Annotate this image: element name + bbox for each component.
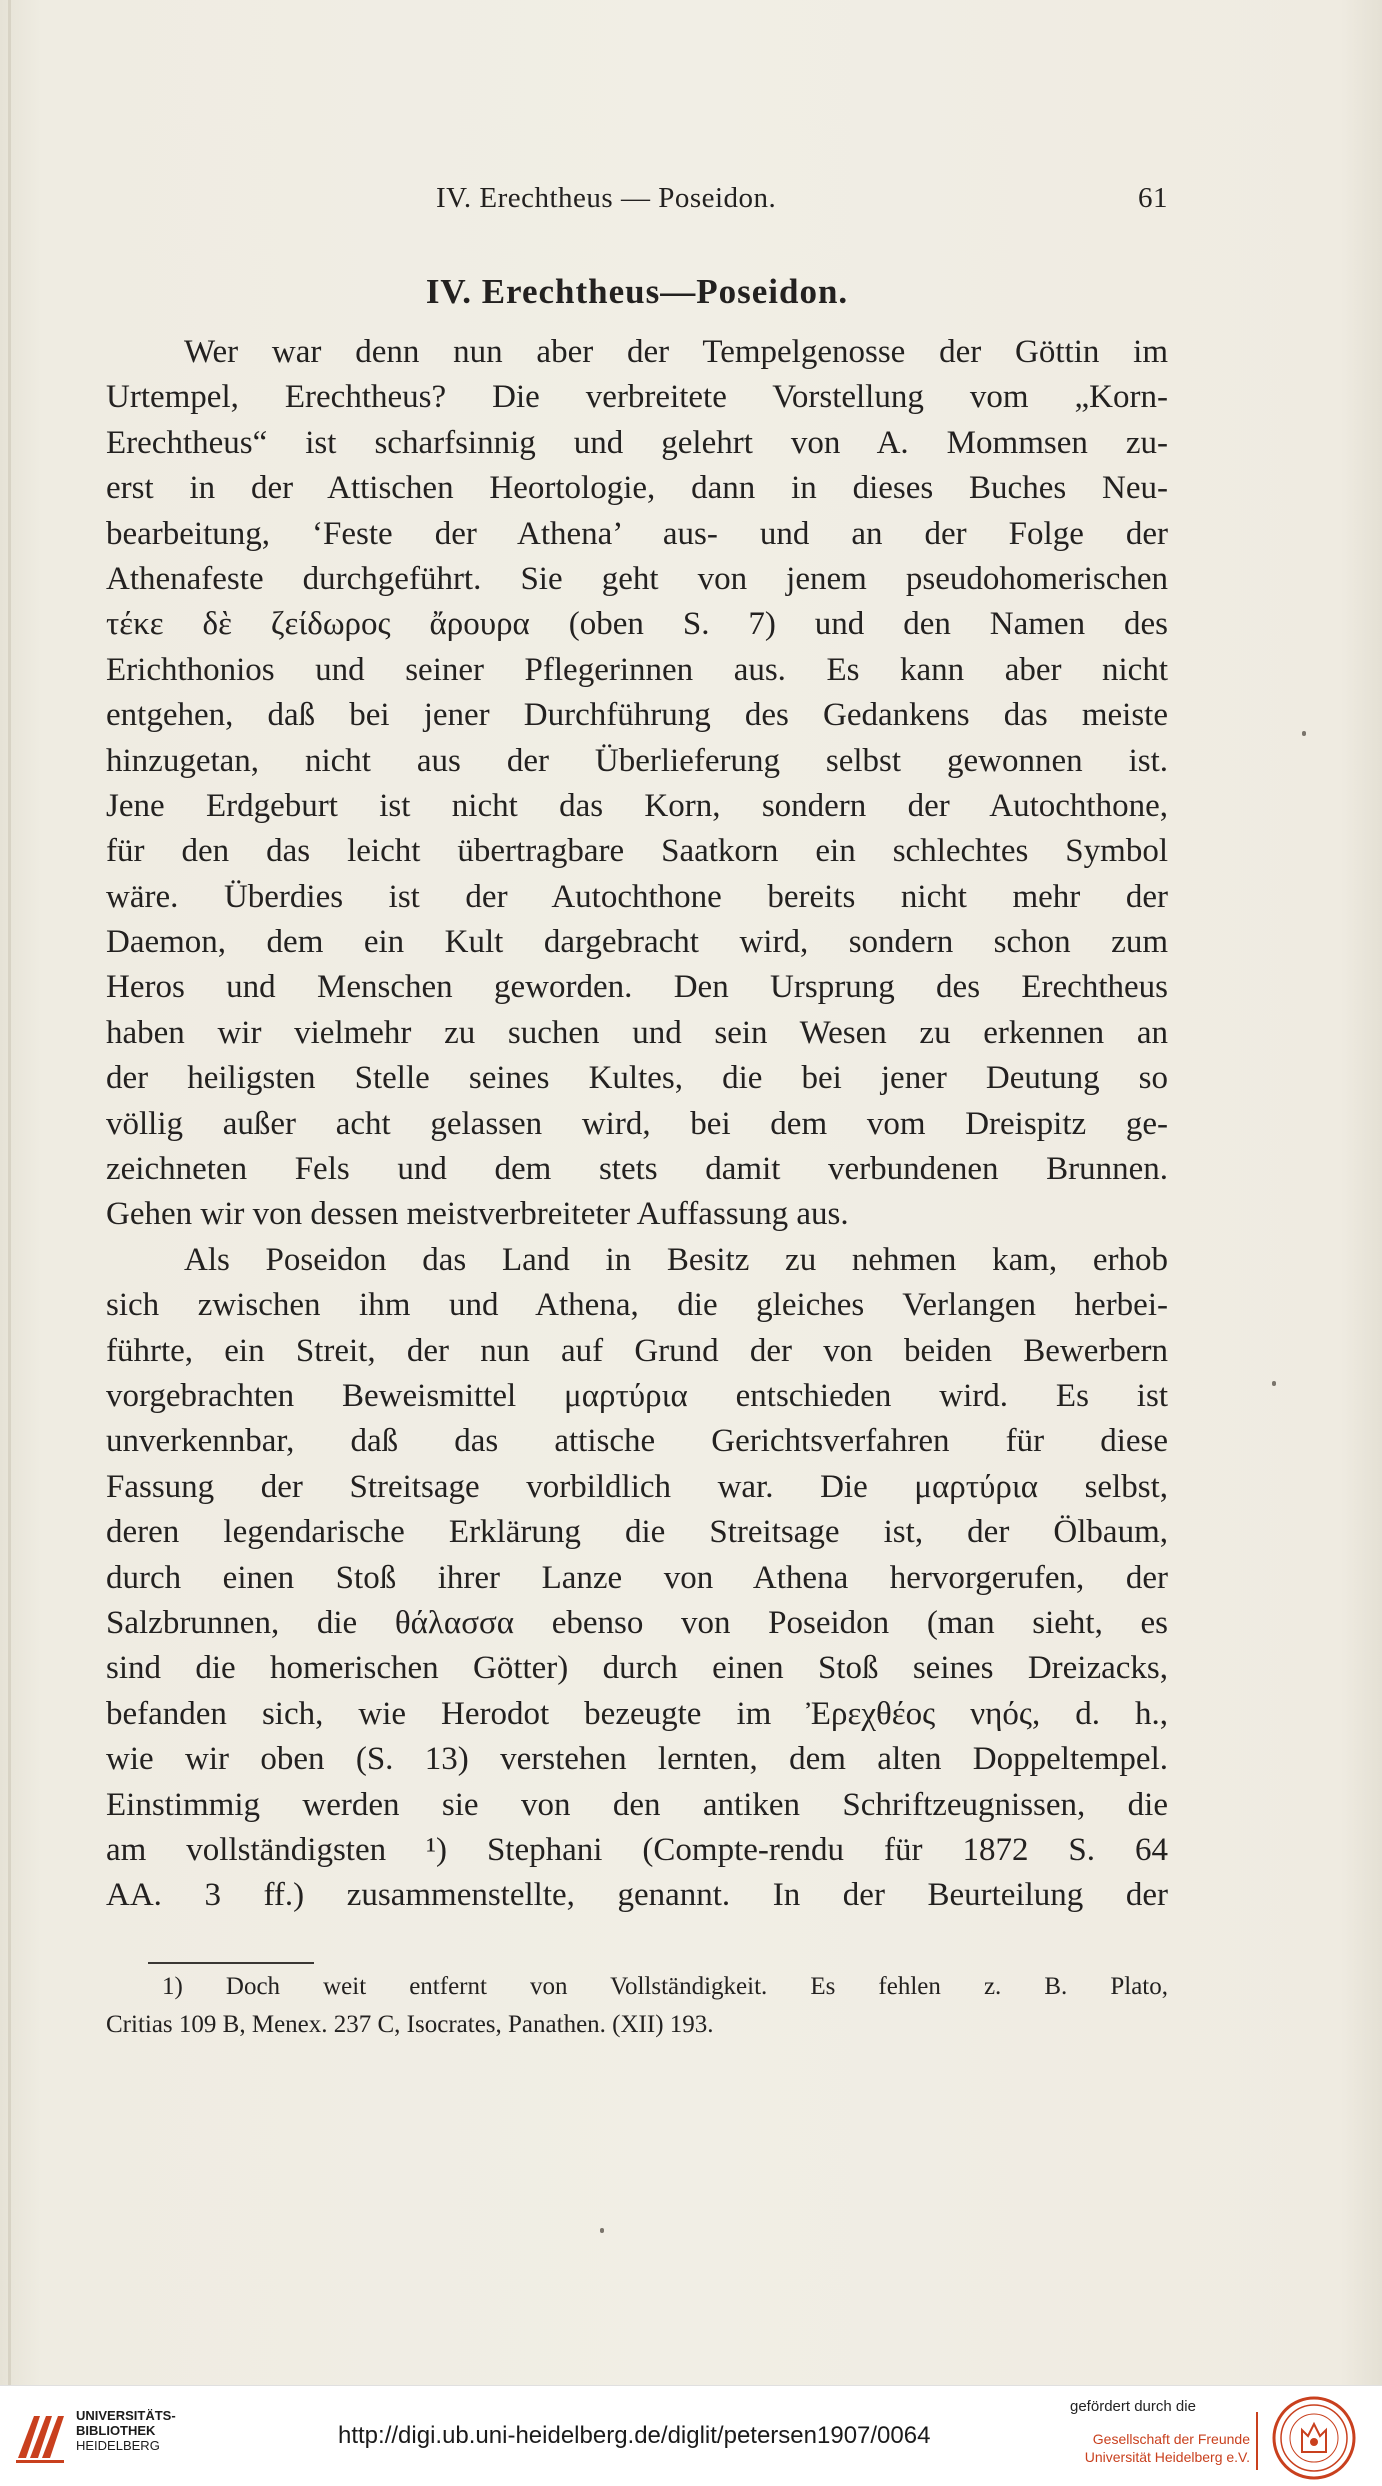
- text-line: Urtempel, Erechtheus? Die verbreitete Vorstellung vom „Korn-: [106, 379, 1168, 416]
- text-line: Jene Erdgeburt ist nicht das Korn, sondern der Autochthone,: [106, 787, 1168, 824]
- scan-speck: [1302, 731, 1306, 736]
- text-line: hinzugetan, nicht aus der Überlieferung selbst gewonnen ist.: [106, 742, 1168, 779]
- text-line: zeichneten Fels und dem stets damit verbundenen Brunnen.: [106, 1151, 1168, 1188]
- text-line: Erichthonios und seiner Pflegerinnen aus. Es kann aber nicht: [106, 651, 1168, 688]
- text-line: sind die homerischen Götter) durch einen Stoß seines Dreizacks,: [106, 1650, 1168, 1687]
- text-line: am vollständigsten ¹) Stephani (Compte-rendu für 1872 S. 64: [106, 1831, 1168, 1868]
- footer-divider: [1256, 2412, 1258, 2470]
- text-line: Als Poseidon das Land in Besitz zu nehmen kam, erhob: [184, 1241, 1168, 1278]
- text-line: erst in der Attischen Heortologie, dann in dieses Buches Neu-: [106, 470, 1168, 507]
- text-line: vorgebrachten Beweismittel μαρτύρια entschieden wird. Es ist: [106, 1377, 1168, 1414]
- text-line: durch einen Stoß ihrer Lanze von Athena hervorgerufen, der: [106, 1559, 1168, 1596]
- text-line: Daemon, dem ein Kult dargebracht wird, sondern schon zum: [106, 924, 1168, 961]
- text-line: deren legendarische Erklärung die Streitsage ist, der Ölbaum,: [106, 1514, 1168, 1551]
- text-line: AA. 3 ff.) zusammenstellte, genannt. In der Beurteilung der: [106, 1877, 1168, 1914]
- viewer-footer: [0, 2385, 1382, 2486]
- scan-speck: [600, 2228, 604, 2233]
- library-name-line: UNIVERSITÄTS-: [76, 2408, 176, 2423]
- text-line: für den das leicht übertragbare Saatkorn ein schlechtes Symbol: [106, 833, 1168, 870]
- text-line: Erechtheus“ ist scharfsinnig und gelehrt von A. Mommsen zu-: [106, 424, 1168, 461]
- library-logo-icon[interactable]: [14, 2408, 66, 2466]
- text-line: völlig außer acht gelassen wird, bei dem vom Dreispitz ge-: [106, 1105, 1168, 1142]
- society-name-line: Gesellschaft der Freunde: [1092, 2431, 1250, 2447]
- running-head: [106, 182, 1168, 228]
- text-line: sich zwischen ihm und Athena, die gleiches Verlangen herbei-: [106, 1287, 1168, 1324]
- text-line: Heros und Menschen geworden. Den Ursprung des Erechtheus: [106, 969, 1168, 1006]
- page-number: 61: [1138, 182, 1168, 214]
- scan-speck: [1272, 1381, 1276, 1386]
- university-seal-icon[interactable]: [1272, 2396, 1356, 2480]
- footnote-rule: [148, 1962, 314, 1964]
- document-url-link[interactable]: http://digi.ub.uni-heidelberg.de/diglit/petersen1907/0064: [338, 2422, 931, 2449]
- text-line: Einstimmig werden sie von den antiken Schriftzeugnissen, die: [106, 1786, 1168, 1823]
- running-head-title: IV. Erechtheus — Poseidon.: [436, 182, 777, 214]
- text-line: unverkennbar, daß das attische Gerichtsverfahren für diese: [106, 1423, 1168, 1460]
- text-line: bearbeitung, ‘Feste der Athena’ aus- und an der Folge der: [106, 515, 1168, 552]
- society-name-line: Universität Heidelberg e.V.: [1084, 2449, 1250, 2465]
- section-heading: IV. Erechtheus—Poseidon.: [425, 272, 849, 311]
- library-name-line: HEIDELBERG: [76, 2438, 160, 2453]
- text-line: Fassung der Streitsage vorbildlich war. Die μαρτύρια selbst,: [106, 1468, 1168, 1505]
- promoted-by-text: gefördert durch die: [1070, 2398, 1196, 2415]
- text-line: Salzbrunnen, die θάλασσα ebenso von Poseidon (man sieht, es: [106, 1604, 1168, 1641]
- text-line: Gehen wir von dessen meistverbreiteter Auffassung aus.: [106, 1196, 849, 1233]
- text-line: führte, ein Streit, der nun auf Grund der von beiden Bewerbern: [106, 1332, 1168, 1369]
- text-line: Athenafeste durchgeführt. Sie geht von jenem pseudohomerischen: [106, 560, 1168, 597]
- text-line: wie wir oben (S. 13) verstehen lernten, dem alten Doppeltempel.: [106, 1741, 1168, 1778]
- text-line: entgehen, daß bei jener Durchführung des Gedankens das meiste: [106, 697, 1168, 734]
- text-line: wäre. Überdies ist der Autochthone bereits nicht mehr der: [106, 878, 1168, 915]
- library-name[interactable]: [76, 2408, 176, 2453]
- footnotes: [106, 1968, 1168, 2044]
- page-edge-shadow: [8, 0, 11, 2385]
- footnote-line: Critias 109 B, Menex. 237 C, Isocrates, Panathen. (XII) 193.: [106, 2011, 714, 2038]
- text-line: befanden sich, wie Herodot bezeugte im Ἐρεχθέος νηός, d. h.,: [106, 1695, 1168, 1732]
- library-name-line: BIBLIOTHEK: [76, 2423, 156, 2438]
- body-text: [106, 330, 1168, 1919]
- sponsor-block[interactable]: [1070, 2398, 1250, 2466]
- text-line: τέκε δὲ ζείδωρος ἄρουρα (oben S. 7) und den Namen des: [106, 606, 1168, 643]
- text-line: der heiligsten Stelle seines Kultes, die bei jener Deutung so: [106, 1060, 1168, 1097]
- text-line: Wer war denn nun aber der Tempelgenosse der Göttin im: [184, 334, 1168, 370]
- footnote-line: 1) Doch weit entfernt von Vollständigkeit. Es fehlen z. B. Plato,: [162, 1973, 1168, 2000]
- text-line: haben wir vielmehr zu suchen und sein Wesen zu erkennen an: [106, 1014, 1168, 1051]
